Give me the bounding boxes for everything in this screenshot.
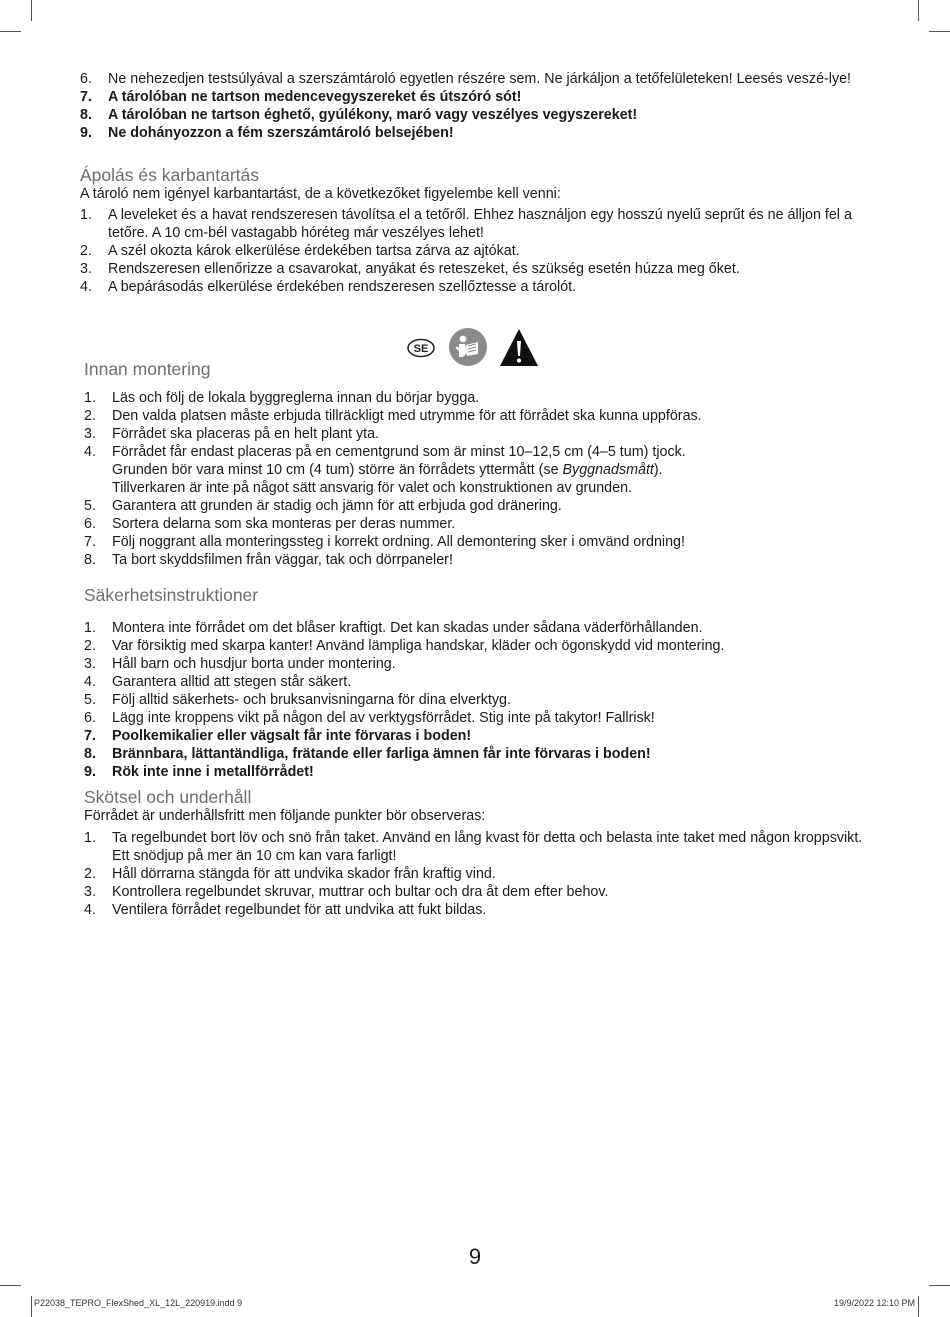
item-number: 1. — [84, 390, 96, 406]
item-number: 1. — [80, 207, 92, 223]
se-safety-list — [84, 619, 874, 781]
item-number: 8. — [84, 746, 96, 762]
list-item — [84, 619, 874, 637]
item-text: Ta bort skyddsfilmen från väggar, tak och dörrpaneler! — [112, 552, 453, 568]
item-text: Rendszeresen ellenőrizze a csavarokat, anyákat és reteszeket, és szükség esetén húzza meg őket. — [108, 261, 740, 277]
list-item — [84, 407, 874, 425]
item-number: 1. — [84, 620, 96, 636]
se-before-list — [84, 389, 874, 569]
footer-file-name: P22038_TEPRO_FlexShed_XL_12L_220919.indd 9 — [34, 1298, 243, 1308]
item-number: 4. — [84, 444, 96, 460]
crop-mark — [929, 31, 950, 32]
item-number: 2. — [84, 866, 96, 882]
item-text: Poolkemikalier eller vägsalt får inte förvaras i boden! — [112, 728, 472, 744]
list-item — [84, 637, 874, 655]
item-number: 3. — [84, 884, 96, 900]
se-care-list — [84, 829, 874, 919]
crop-mark — [918, 0, 919, 21]
item-text: Var försiktig med skarpa kanter! Använd lämpliga handskar, kläder och ögonskydd vid montering. — [112, 638, 725, 654]
item-text-part: ). — [653, 462, 663, 478]
crop-mark — [0, 1285, 21, 1286]
crop-mark — [918, 1296, 919, 1317]
item-number: 4. — [84, 902, 96, 918]
item-number: 7. — [84, 534, 96, 550]
list-item — [84, 829, 874, 865]
item-text: Följ noggrant alla monteringssteg i korrekt ordning. All demontering sker i omvänd ordning! — [112, 534, 685, 550]
list-item — [84, 763, 874, 781]
item-text-part: Grunden bör vara minst 10 cm (4 tum) större än förrådets yttermått (se — [112, 462, 563, 478]
item-text: Garantera att grunden är stadig och jämn för att erbjuda god dränering. — [112, 498, 562, 514]
item-text: Läs och följ de lokala byggreglerna innan du börjar bygga. — [112, 390, 480, 406]
item-number: 8. — [80, 107, 92, 123]
list-item — [80, 278, 870, 296]
item-number: 3. — [84, 426, 96, 442]
item-text-continued: Tillverkaren är inte på något sätt ansvarig för valet och konstruktionen av grunden. — [112, 480, 633, 496]
item-text: Lägg inte kroppens vikt på någon del av verktygsförrådet. Stig inte på takytor! Fallrisk! — [112, 710, 655, 726]
item-text: A tárolóban ne tartson éghető, gyúlékony, maró vagy veszélyes vegyszereket! — [108, 107, 638, 123]
item-text: Montera inte förrådet om det blåser kraftigt. Det kan skadas under sådana väderförhållanden. — [112, 620, 703, 636]
item-text: Den valda platsen måste erbjuda tillräckligt med utrymme för att förrådet ska kunna uppföras. — [112, 408, 702, 424]
footer-datetime: 19/9/2022 12:10 PM — [833, 1298, 915, 1308]
crop-mark — [0, 31, 21, 32]
item-text: Ne dohányozzon a fém szerszámtároló belsejében! — [108, 125, 454, 141]
item-text: Håll barn och husdjur borta under montering. — [112, 656, 396, 672]
list-item — [84, 745, 874, 763]
item-text: Följ alltid säkerhets- och bruksanvisningarna för dina elverktyg. — [112, 692, 511, 708]
list-item — [84, 389, 874, 407]
list-item — [84, 497, 874, 515]
list-item — [84, 709, 874, 727]
section-intro: Förrådet är underhållsfritt men följande punkter bör observeras: — [84, 808, 486, 824]
list-item — [80, 260, 870, 278]
item-number: 2. — [84, 638, 96, 654]
list-item — [84, 673, 874, 691]
list-item — [80, 124, 870, 142]
item-text: Ta regelbundet bort löv och snö från taket. Använd en lång kvast för detta och belasta inte taket med någon kroppsvikt. Ett snödjup på mer än 10 cm kan vara farligt! — [112, 830, 863, 864]
section-heading: Skötsel och underhåll — [84, 787, 252, 807]
crop-mark — [31, 0, 32, 21]
section-heading: Ápolás és karbantartás — [80, 165, 259, 185]
list-item — [84, 901, 874, 919]
item-number: 7. — [80, 89, 92, 105]
crop-mark — [31, 1296, 32, 1317]
item-number: 4. — [84, 674, 96, 690]
list-item — [84, 883, 874, 901]
list-item — [84, 533, 874, 551]
list-item — [80, 70, 870, 88]
item-number: 8. — [84, 552, 96, 568]
item-text: Rök inte inne i metallförrådet! — [112, 764, 314, 780]
list-item — [80, 106, 870, 124]
list-item — [84, 551, 874, 569]
list-item — [84, 691, 874, 709]
list-item — [84, 425, 874, 443]
item-text: Garantera alltid att stegen står säkert. — [112, 674, 352, 690]
list-item — [84, 865, 874, 883]
item-number: 3. — [84, 656, 96, 672]
list-item — [80, 242, 870, 260]
item-text: A tárolóban ne tartson medencevegyszereket és útszóró sót! — [108, 89, 522, 105]
country-badge — [408, 340, 434, 357]
list-item — [84, 655, 874, 673]
item-text-continued — [112, 461, 874, 479]
item-number: 6. — [80, 71, 92, 87]
item-number: 9. — [84, 764, 96, 780]
item-number: 9. — [80, 125, 92, 141]
item-number: 1. — [84, 830, 96, 846]
item-number: 7. — [84, 728, 96, 744]
item-text: Förrådet ska placeras på en helt plant yta. — [112, 426, 380, 442]
section-intro: A tároló nem igényel karbantartást, de a következőket figyelembe kell venni: — [80, 186, 561, 202]
country-badge-label: SE — [413, 343, 429, 355]
item-number: 5. — [84, 498, 96, 514]
item-text: Ventilera förrådet regelbundet för att undvika att fukt bildas. — [112, 902, 487, 918]
se-safety-section — [84, 585, 874, 781]
item-number: 4. — [80, 279, 92, 295]
list-item — [84, 727, 874, 745]
crop-mark — [929, 1285, 950, 1286]
list-item — [84, 515, 874, 533]
item-number: 6. — [84, 710, 96, 726]
item-text: Förrådet får endast placeras på en cementgrund som är minst 10–12,5 cm (4–5 tum) tjock. — [112, 444, 686, 460]
list-item — [84, 443, 874, 497]
section-heading: Innan montering — [84, 359, 211, 379]
item-text: A bepárásodás elkerülése érdekében rendszeresen szellőztesse a tárolót. — [108, 279, 577, 295]
cross-reference: Byggnadsmått — [562, 462, 654, 478]
list-item — [80, 206, 870, 242]
item-text: Kontrollera regelbundet skruvar, muttrar och bultar och dra åt dem efter behov. — [112, 884, 609, 900]
item-text: Sortera delarna som ska monteras per deras nummer. — [112, 516, 456, 532]
hu-safety-section — [80, 70, 870, 142]
list-item — [80, 88, 870, 106]
item-number: 6. — [84, 516, 96, 532]
item-number: 5. — [84, 692, 96, 708]
item-text: Ne nehezedjen testsúlyával a szerszámtároló egyetlen részére sem. Ne járkáljon a tetőfelületeken! Leesés veszé-lye! — [108, 71, 852, 87]
hu-care-list — [80, 206, 870, 296]
se-care-section — [84, 787, 874, 919]
item-text: A leveleket és a havat rendszeresen távolítsa el a tetőről. Ehhez használjon egy hosszú nyelű seprűt és ne álljon fel a tetőre. A 10 cm-bél vastagabb hóréteg már veszélyes lehet! — [108, 207, 852, 241]
item-number: 2. — [80, 243, 92, 259]
page-number: 9 — [468, 1244, 482, 1269]
item-text: A szél okozta károk elkerülése érdekében tartsa zárva az ajtókat. — [108, 243, 520, 259]
item-text: Brännbara, lättantändliga, frätande eller farliga ämnen får inte förvaras i boden! — [112, 746, 651, 762]
item-number: 3. — [80, 261, 92, 277]
hu-care-section — [80, 165, 870, 296]
item-number: 2. — [84, 408, 96, 424]
se-before-section — [84, 359, 874, 569]
section-heading: Säkerhetsinstruktioner — [84, 585, 259, 605]
item-text: Håll dörrarna stängda för att undvika skador från kraftig vind. — [112, 866, 496, 882]
hu-safety-list — [80, 70, 870, 142]
